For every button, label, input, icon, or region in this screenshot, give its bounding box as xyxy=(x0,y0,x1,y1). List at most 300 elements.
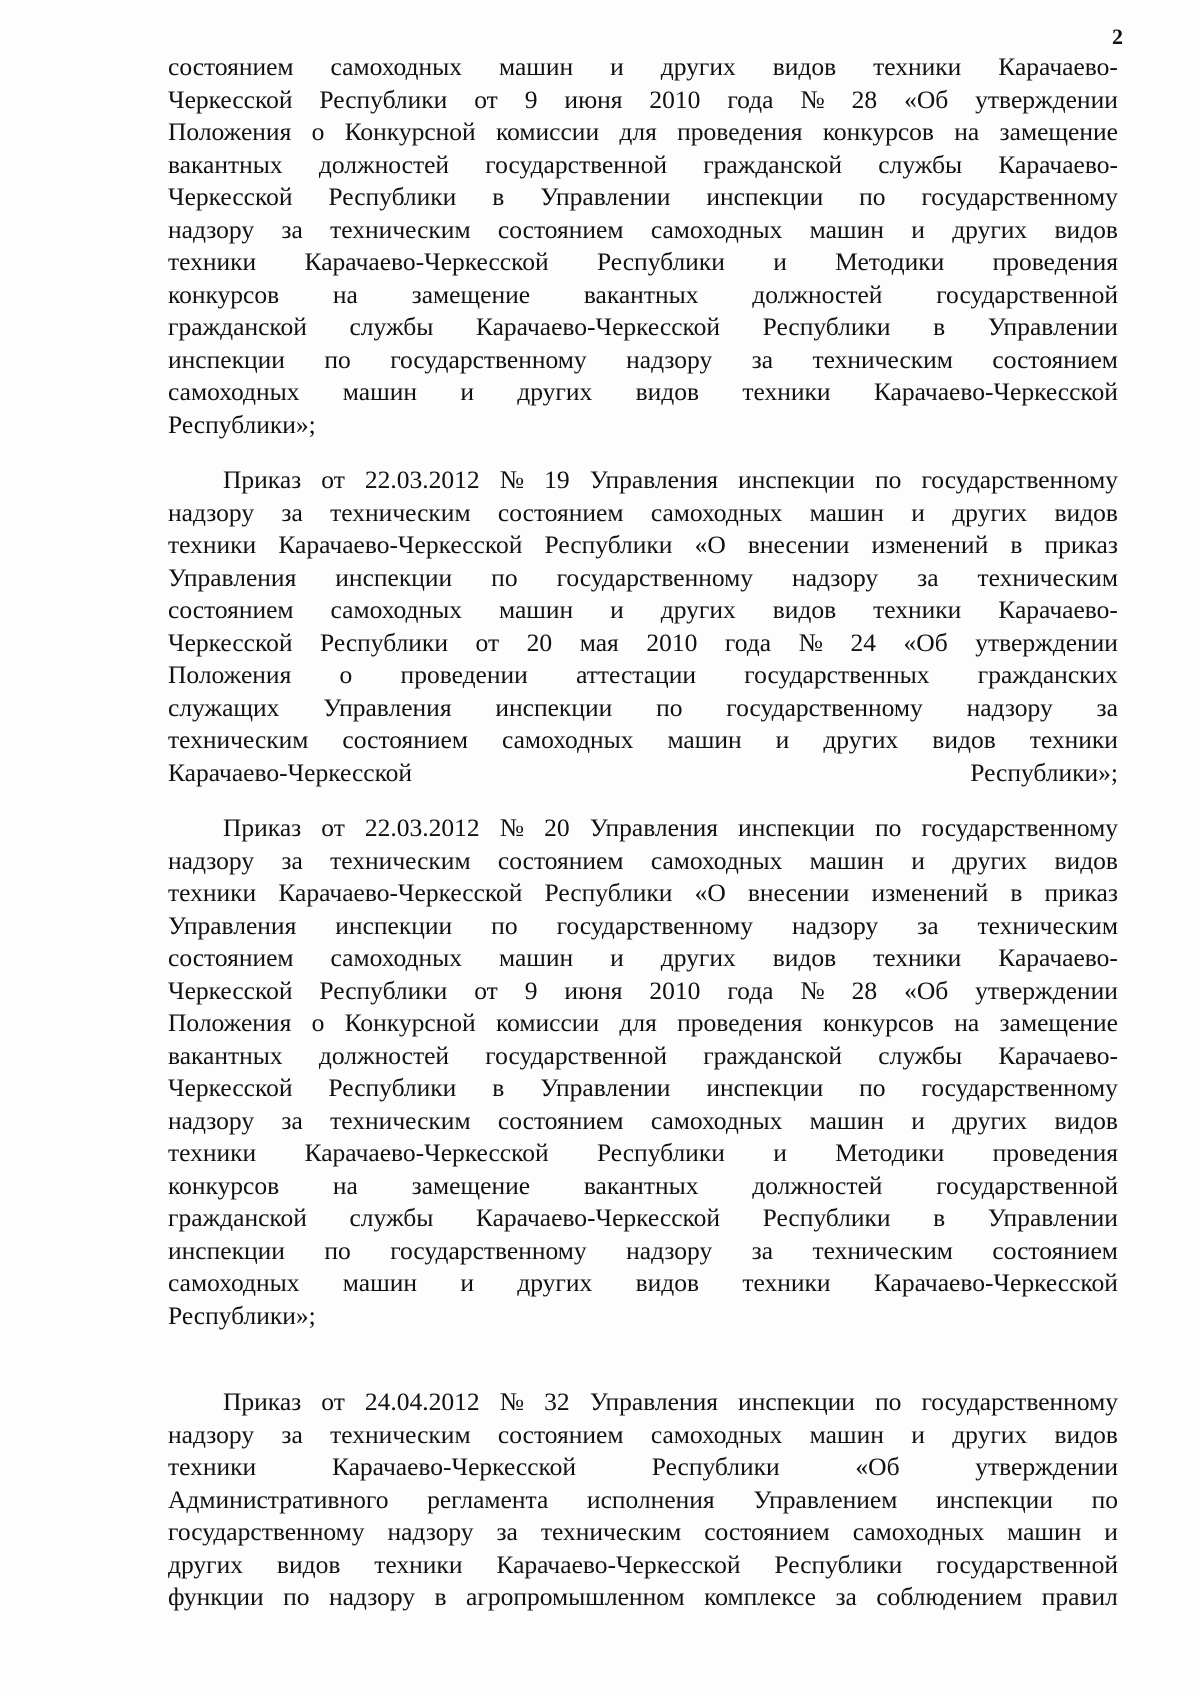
word: надзору xyxy=(387,1517,474,1546)
word: Положения xyxy=(168,117,292,146)
paragraph-1 xyxy=(168,51,1118,441)
word: Карачаево-Черкесской xyxy=(304,247,549,276)
text-line xyxy=(168,1007,1118,1040)
paragraph-3 xyxy=(168,812,1118,1332)
word: гражданской xyxy=(168,312,307,341)
word: 28 xyxy=(851,975,878,1005)
word: Республики xyxy=(544,530,673,559)
text-line xyxy=(168,1040,1118,1073)
word: техники xyxy=(168,247,257,276)
word: 9 xyxy=(524,84,538,114)
word: инспекции xyxy=(738,813,855,842)
word: по xyxy=(875,1387,902,1416)
word: самоходных xyxy=(168,1268,300,1297)
word: других xyxy=(952,1105,1028,1135)
word: № xyxy=(798,627,823,657)
word: Карачаево-Черкесской xyxy=(278,530,523,559)
word: службы xyxy=(349,1203,434,1232)
text-line xyxy=(168,594,1118,627)
text-line: Республики»; xyxy=(168,1300,316,1330)
word: 32 xyxy=(544,1387,570,1416)
word: Карачаево- xyxy=(998,149,1118,179)
word: видов xyxy=(635,377,700,406)
word: техники xyxy=(1029,725,1118,754)
word: «Об xyxy=(904,84,949,114)
word: Республики xyxy=(544,878,673,907)
word: государственному xyxy=(921,182,1118,211)
word: состоянием xyxy=(168,52,294,81)
word: машин xyxy=(809,1105,884,1135)
word: за xyxy=(917,562,939,592)
word: по xyxy=(859,182,886,211)
word: государственному xyxy=(556,910,754,940)
word: «Об xyxy=(904,975,949,1005)
word: других xyxy=(660,595,736,624)
text-line xyxy=(168,464,1118,497)
word: видов xyxy=(635,1268,700,1297)
word: техники xyxy=(168,878,257,907)
word: и xyxy=(460,1268,474,1297)
word: техническим xyxy=(812,1235,953,1265)
word: других xyxy=(660,52,736,81)
text-line xyxy=(168,51,1118,84)
word: машин xyxy=(498,595,574,624)
word: техники xyxy=(168,1138,257,1167)
word: Положения xyxy=(168,660,292,689)
word: машин xyxy=(342,377,418,406)
word: инспекции xyxy=(335,562,453,592)
word: гражданских xyxy=(977,660,1118,689)
word: Республики xyxy=(762,312,891,341)
word: состоянием xyxy=(497,845,624,875)
word: за xyxy=(281,497,303,527)
word: Управлении xyxy=(987,312,1118,341)
word: самоходных xyxy=(852,1517,985,1546)
word: июня xyxy=(564,975,623,1005)
word: надзору xyxy=(168,845,255,875)
text-line xyxy=(168,1170,1118,1203)
text-line xyxy=(168,1549,1118,1582)
word: техники xyxy=(742,377,831,406)
word: и xyxy=(773,1138,787,1167)
word: государственному xyxy=(921,813,1118,842)
word: машин xyxy=(1007,1517,1082,1546)
word: Карачаево-Черкесской xyxy=(873,1268,1118,1297)
word: Приказ xyxy=(223,1387,302,1416)
word: состоянием xyxy=(704,1517,830,1546)
word: других xyxy=(952,497,1028,527)
word: года xyxy=(727,84,774,114)
word: 2010 xyxy=(649,84,701,114)
word: на xyxy=(954,1008,980,1037)
text-line xyxy=(168,1581,1118,1614)
word: Управления xyxy=(589,1387,718,1416)
word: на xyxy=(332,1170,358,1200)
word: комплексе xyxy=(704,1582,816,1611)
text-line xyxy=(168,1137,1118,1170)
word: видов xyxy=(1054,1419,1118,1449)
text-line xyxy=(168,344,1118,377)
word: и xyxy=(911,214,925,244)
word: службы xyxy=(878,1040,963,1070)
word: Черкесской xyxy=(168,627,293,657)
word: Управления xyxy=(168,910,297,940)
word: Республики xyxy=(319,975,448,1005)
word: службы xyxy=(349,312,434,341)
word: от xyxy=(321,465,345,494)
word: инспекции xyxy=(936,1484,1053,1514)
word: Карачаево- xyxy=(998,1040,1118,1070)
word: других xyxy=(660,943,736,972)
word: Административного xyxy=(168,1484,389,1514)
text-line xyxy=(168,529,1118,562)
word: исполнения xyxy=(586,1484,715,1514)
word: «Об xyxy=(855,1452,900,1481)
word: Черкесской xyxy=(168,182,293,211)
text-line xyxy=(168,1451,1118,1484)
text-line xyxy=(168,692,1118,725)
word: техническим xyxy=(977,910,1118,940)
word: других xyxy=(517,377,593,406)
word: о xyxy=(339,660,353,689)
word: должностей xyxy=(318,1040,450,1070)
word: Управления xyxy=(323,692,452,722)
word: инспекции xyxy=(706,182,824,211)
word: государственному xyxy=(168,1517,365,1546)
text-line xyxy=(168,1516,1118,1549)
word: Управления xyxy=(168,562,297,592)
word: Республики xyxy=(596,1138,725,1167)
word: изменений xyxy=(871,530,989,559)
word: № xyxy=(499,813,525,842)
word: № xyxy=(499,1387,525,1416)
word: 9 xyxy=(524,975,538,1005)
word: надзору xyxy=(168,1419,255,1449)
word: состоянием xyxy=(168,943,294,972)
word: техническим xyxy=(812,344,953,374)
word: самоходных xyxy=(330,943,463,972)
word: видов xyxy=(1054,1105,1118,1135)
word: инспекции xyxy=(168,344,285,374)
word: государственной xyxy=(936,1170,1118,1200)
word: и xyxy=(911,1419,925,1449)
text-line: Карачаево-Черкесской Республики»; xyxy=(168,757,1118,787)
word: на xyxy=(332,279,358,309)
word: по xyxy=(491,562,518,592)
word: конкурсов xyxy=(168,1170,280,1200)
word: года xyxy=(724,627,772,657)
word: по xyxy=(283,1582,310,1611)
word: машин xyxy=(498,943,574,972)
text-line xyxy=(168,497,1118,530)
word: техническим xyxy=(330,214,471,244)
word: других xyxy=(952,1419,1028,1449)
word: за xyxy=(917,910,939,940)
word: других xyxy=(168,1549,243,1579)
text-line xyxy=(168,724,1118,757)
word: Карачаево- xyxy=(998,52,1118,81)
word: за xyxy=(751,344,774,374)
word: должностей xyxy=(318,149,450,179)
word: Республики xyxy=(320,627,448,657)
word: других xyxy=(517,1268,593,1297)
text-line xyxy=(168,627,1118,660)
word: других xyxy=(952,845,1028,875)
word: гражданской xyxy=(703,1040,843,1070)
word: машин xyxy=(809,214,884,244)
word: 24.04.2012 xyxy=(364,1387,480,1416)
word: по xyxy=(859,1073,886,1102)
word: Республики xyxy=(319,84,448,114)
word: по xyxy=(324,344,351,374)
paragraph-2 xyxy=(168,464,1118,789)
word: инспекции xyxy=(495,692,613,722)
word: самоходных xyxy=(650,497,783,527)
word: служащих xyxy=(168,692,280,722)
word: инспекции xyxy=(335,910,453,940)
word: и xyxy=(610,595,624,624)
word: техническим xyxy=(330,1419,471,1449)
word: Карачаево-Черкесской xyxy=(304,1138,549,1167)
word: аттестации xyxy=(576,660,696,689)
word: государственному xyxy=(921,1387,1118,1416)
word: регламента xyxy=(427,1484,549,1514)
word: и xyxy=(775,725,790,754)
word: машин xyxy=(342,1268,418,1297)
word: за xyxy=(835,1582,857,1611)
word: и xyxy=(610,52,624,81)
word: 22.03.2012 xyxy=(364,813,480,842)
word: в xyxy=(492,182,505,211)
word: и xyxy=(1104,1517,1118,1546)
word: и xyxy=(911,845,925,875)
word: техническим xyxy=(540,1517,682,1546)
word: № xyxy=(800,975,825,1005)
word: гражданской xyxy=(168,1203,307,1232)
word: Управлении xyxy=(540,1073,671,1102)
word: Черкесской xyxy=(168,1073,293,1102)
text-line xyxy=(168,1386,1118,1419)
word: государственной xyxy=(485,149,667,179)
word: Карачаево- xyxy=(998,595,1118,624)
word: по xyxy=(875,465,902,494)
word: изменений xyxy=(871,878,989,907)
word: внесении xyxy=(747,530,850,559)
word: замещение xyxy=(999,117,1118,146)
word: машин xyxy=(667,725,742,754)
word: Карачаево-Черкесской xyxy=(475,1203,721,1232)
word: должностей xyxy=(752,1170,883,1200)
word: техники xyxy=(873,595,962,624)
word: Карачаево-Черкесской xyxy=(278,878,523,907)
word: инспекции xyxy=(168,1235,285,1265)
word: проведения xyxy=(992,247,1118,276)
word: конкурсов xyxy=(168,279,280,309)
word: Управлении xyxy=(540,182,671,211)
word: за xyxy=(496,1517,518,1546)
text-line xyxy=(168,942,1118,975)
word: для xyxy=(619,1008,657,1037)
word: Карачаево-Черкесской xyxy=(496,1549,741,1579)
word: Черкесской xyxy=(168,84,293,114)
word: от xyxy=(474,84,498,114)
word: техническим xyxy=(168,725,309,754)
word: 2010 xyxy=(646,627,698,657)
word: Черкесской xyxy=(168,975,293,1005)
word: самоходных xyxy=(650,1419,783,1449)
text-line xyxy=(168,659,1118,692)
word: государственной xyxy=(485,1040,667,1070)
word: от xyxy=(474,975,498,1005)
word: за xyxy=(1096,692,1118,722)
word: самоходных xyxy=(650,214,783,244)
word: по xyxy=(656,692,683,722)
word: государственных xyxy=(744,660,930,689)
word: Приказ xyxy=(223,465,302,494)
word: надзору xyxy=(328,1582,416,1611)
paragraph-4 xyxy=(168,1386,1118,1614)
word: и xyxy=(773,247,787,276)
word: государственному xyxy=(390,1235,587,1265)
text-line xyxy=(168,246,1118,279)
word: внесении xyxy=(747,878,850,907)
word: «О xyxy=(694,878,726,907)
text-line xyxy=(168,1202,1118,1235)
word: машин xyxy=(809,1419,884,1449)
word: самоходных xyxy=(501,725,634,754)
word: должностей xyxy=(752,279,883,309)
word: техники xyxy=(742,1268,831,1297)
text-line xyxy=(168,1484,1118,1517)
word: 19 xyxy=(544,465,570,494)
word: комиссии xyxy=(496,1008,600,1037)
word: в xyxy=(492,1073,505,1102)
word: государственному xyxy=(390,344,587,374)
word: техники xyxy=(873,52,962,81)
word: надзору xyxy=(626,1235,713,1265)
word: замещение xyxy=(411,1170,531,1200)
word: Республики xyxy=(328,182,457,211)
word: утверждении xyxy=(975,975,1118,1005)
word: самоходных xyxy=(650,1105,783,1135)
word: правил xyxy=(1041,1582,1118,1611)
word: состоянием xyxy=(497,1105,624,1135)
word: «О xyxy=(694,530,726,559)
word: Управления xyxy=(589,465,718,494)
word: мая xyxy=(579,627,619,657)
word: и xyxy=(610,943,624,972)
text-line xyxy=(168,845,1118,878)
word: Республики xyxy=(651,1452,780,1481)
word: Республики xyxy=(774,1549,903,1579)
word: состоянием xyxy=(497,497,624,527)
word: агропромышленном xyxy=(466,1582,685,1611)
word: вакантных xyxy=(583,279,699,309)
word: по xyxy=(324,1235,351,1265)
word: надзору xyxy=(792,910,879,940)
word: состоянием xyxy=(497,1419,624,1449)
word: за xyxy=(281,214,303,244)
text-line xyxy=(168,877,1118,910)
word: Карачаево-Черкесской xyxy=(873,377,1118,406)
word: проведении xyxy=(400,660,528,689)
word: самоходных xyxy=(168,377,300,406)
word: видов xyxy=(1054,845,1118,875)
word: Республики xyxy=(328,1073,457,1102)
word: видов xyxy=(772,595,837,624)
word: в xyxy=(1010,878,1023,907)
text-line: Республики»; xyxy=(168,409,316,439)
word: за xyxy=(281,1105,303,1135)
word: и xyxy=(911,1105,925,1135)
word: машин xyxy=(809,497,884,527)
word: службы xyxy=(878,149,963,179)
word: 28 xyxy=(851,84,878,114)
word: техники xyxy=(168,1452,257,1481)
word: надзору xyxy=(168,214,255,244)
word: техническим xyxy=(330,1105,471,1135)
word: в xyxy=(933,1203,946,1232)
word: состоянием xyxy=(992,1235,1118,1265)
word: 2010 xyxy=(649,975,701,1005)
word: о xyxy=(311,117,325,146)
word: государственному xyxy=(556,562,754,592)
text-line xyxy=(168,1105,1118,1138)
word: июня xyxy=(564,84,623,114)
word: машин xyxy=(498,52,574,81)
word: конкурсов xyxy=(822,117,934,146)
word: конкурсов xyxy=(822,1008,934,1037)
word: от xyxy=(475,627,500,657)
word: техническим xyxy=(330,497,471,527)
text-line xyxy=(168,562,1118,595)
text-line xyxy=(168,1267,1118,1300)
word: техническим xyxy=(977,562,1118,592)
word: и xyxy=(911,497,925,527)
word: года xyxy=(727,975,774,1005)
word: государственному xyxy=(921,465,1118,494)
word: от xyxy=(321,1387,345,1416)
word: приказ xyxy=(1044,878,1118,907)
text-line xyxy=(168,311,1118,344)
text-line xyxy=(168,1235,1118,1268)
word: для xyxy=(619,117,657,146)
word: Карачаево-Черкесской xyxy=(475,312,721,341)
word: надзору xyxy=(168,497,255,527)
word: состоянием xyxy=(497,214,624,244)
word: по xyxy=(875,813,902,842)
word: в xyxy=(434,1582,447,1611)
word: других xyxy=(823,725,899,754)
text-line xyxy=(168,149,1118,182)
word: инспекции xyxy=(738,1387,855,1416)
word: 20 xyxy=(544,813,570,842)
word: за xyxy=(751,1235,774,1265)
word: проведения xyxy=(677,117,803,146)
word: состоянием xyxy=(992,344,1118,374)
word: самоходных xyxy=(330,52,463,81)
text-line xyxy=(168,1419,1118,1452)
word: Республики xyxy=(762,1203,891,1232)
word: № xyxy=(499,465,525,494)
word: по xyxy=(1091,1484,1118,1514)
word: утверждении xyxy=(975,84,1118,114)
word: техническим xyxy=(330,845,471,875)
word: состоянием xyxy=(168,595,294,624)
word: приказ xyxy=(1044,530,1118,559)
word: Методики xyxy=(835,1138,945,1167)
word: самоходных xyxy=(650,845,783,875)
